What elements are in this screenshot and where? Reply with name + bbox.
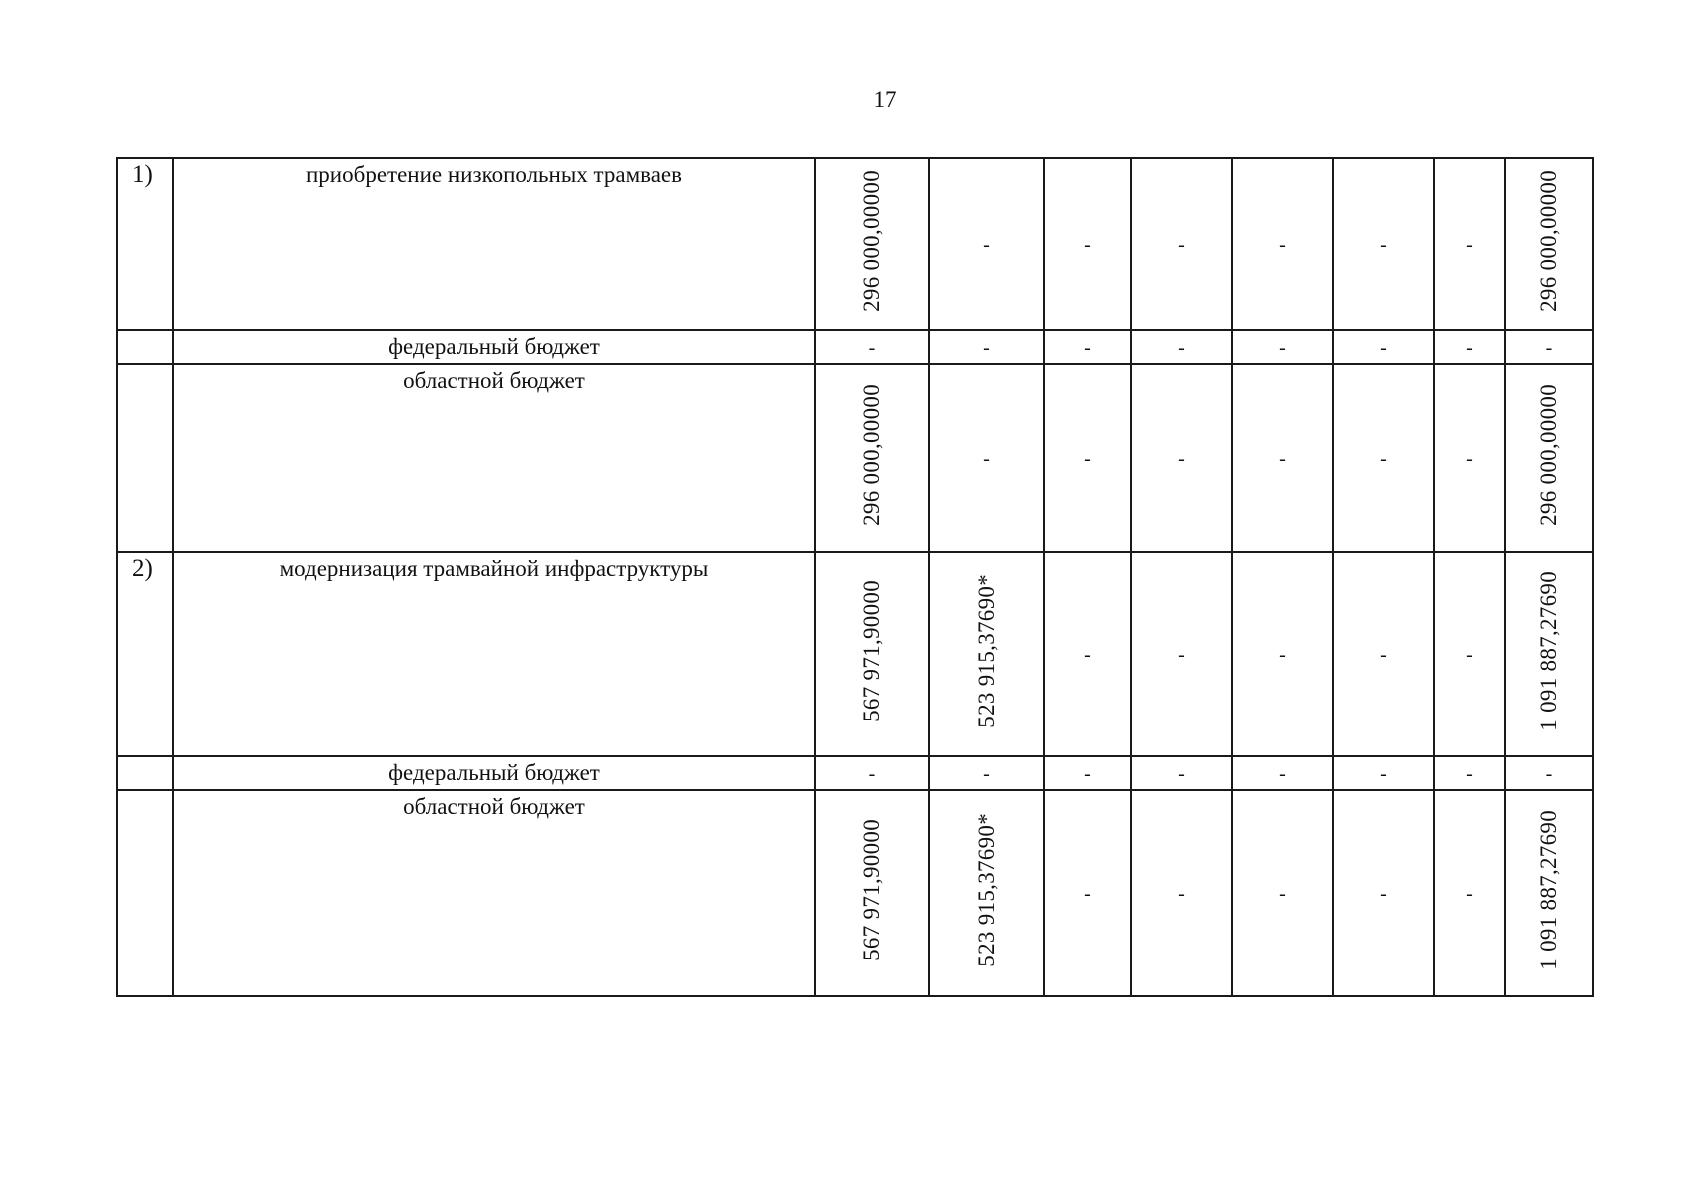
total-cell: - (1505, 330, 1593, 364)
dash-cell: - (1434, 552, 1505, 756)
dash-cell: - (1044, 158, 1131, 330)
item-number: 1) (117, 158, 173, 330)
dash-cell: - (1044, 364, 1131, 552)
page-number: 17 (873, 87, 897, 112)
dash-cell: - (1434, 364, 1505, 552)
dash-cell: - (1232, 364, 1333, 552)
dash-cell: - (1131, 158, 1232, 330)
table-row (117, 790, 1593, 996)
amount-cell: 523 915,37690* (929, 552, 1044, 756)
dash-cell: - (1232, 790, 1333, 996)
dash-cell: - (1131, 552, 1232, 756)
item-name: федеральный бюджет (173, 756, 815, 790)
dash-cell: - (1333, 552, 1434, 756)
amount-cell: 567 971,90000 (815, 790, 929, 996)
dash-cell: - (1232, 158, 1333, 330)
item-number (117, 756, 173, 790)
dash-cell: - (1333, 790, 1434, 996)
total-cell: 296 000,00000 (1505, 158, 1593, 330)
table-row (117, 158, 1593, 330)
dash-cell: - (1434, 158, 1505, 330)
item-name: приобретение низкопольных трамваев (173, 158, 815, 330)
total-cell: 1 091 887,27690 (1505, 552, 1593, 756)
amount-cell: - (929, 158, 1044, 330)
item-name: модернизация трамвайной инфраструктуры (173, 552, 815, 756)
dash-cell: - (1232, 756, 1333, 790)
dash-cell: - (1333, 364, 1434, 552)
dash-cell: - (1434, 756, 1505, 790)
dash-cell: - (1232, 552, 1333, 756)
total-cell: 1 091 887,27690 (1505, 790, 1593, 996)
dash-cell: - (1044, 552, 1131, 756)
dash-cell: - (1333, 158, 1434, 330)
amount-cell: 567 971,90000 (815, 552, 929, 756)
item-name: федеральный бюджет (173, 330, 815, 364)
dash-cell: - (1131, 330, 1232, 364)
amount-cell: 296 000,00000 (815, 364, 929, 552)
item-number (117, 330, 173, 364)
table-row (117, 330, 1593, 364)
dash-cell: - (1434, 330, 1505, 364)
dash-cell: - (1044, 330, 1131, 364)
dash-cell: - (1434, 790, 1505, 996)
amount-cell: - (929, 330, 1044, 364)
amount-cell: 523 915,37690* (929, 790, 1044, 996)
table-row (117, 756, 1593, 790)
amount-cell: 296 000,00000 (815, 158, 929, 330)
amount-cell: - (815, 756, 929, 790)
item-number (117, 364, 173, 552)
item-name: областной бюджет (173, 790, 815, 996)
amount-cell: - (929, 756, 1044, 790)
dash-cell: - (1044, 756, 1131, 790)
amount-cell: - (929, 364, 1044, 552)
table-row (117, 364, 1593, 552)
dash-cell: - (1333, 756, 1434, 790)
budget-table (116, 157, 1594, 997)
item-name: областной бюджет (173, 364, 815, 552)
dash-cell: - (1044, 790, 1131, 996)
item-number (117, 790, 173, 996)
total-cell: 296 000,00000 (1505, 364, 1593, 552)
item-number: 2) (117, 552, 173, 756)
dash-cell: - (1333, 330, 1434, 364)
dash-cell: - (1131, 756, 1232, 790)
table-row (117, 552, 1593, 756)
dash-cell: - (1232, 330, 1333, 364)
dash-cell: - (1131, 790, 1232, 996)
total-cell: - (1505, 756, 1593, 790)
amount-cell: - (815, 330, 929, 364)
dash-cell: - (1131, 364, 1232, 552)
